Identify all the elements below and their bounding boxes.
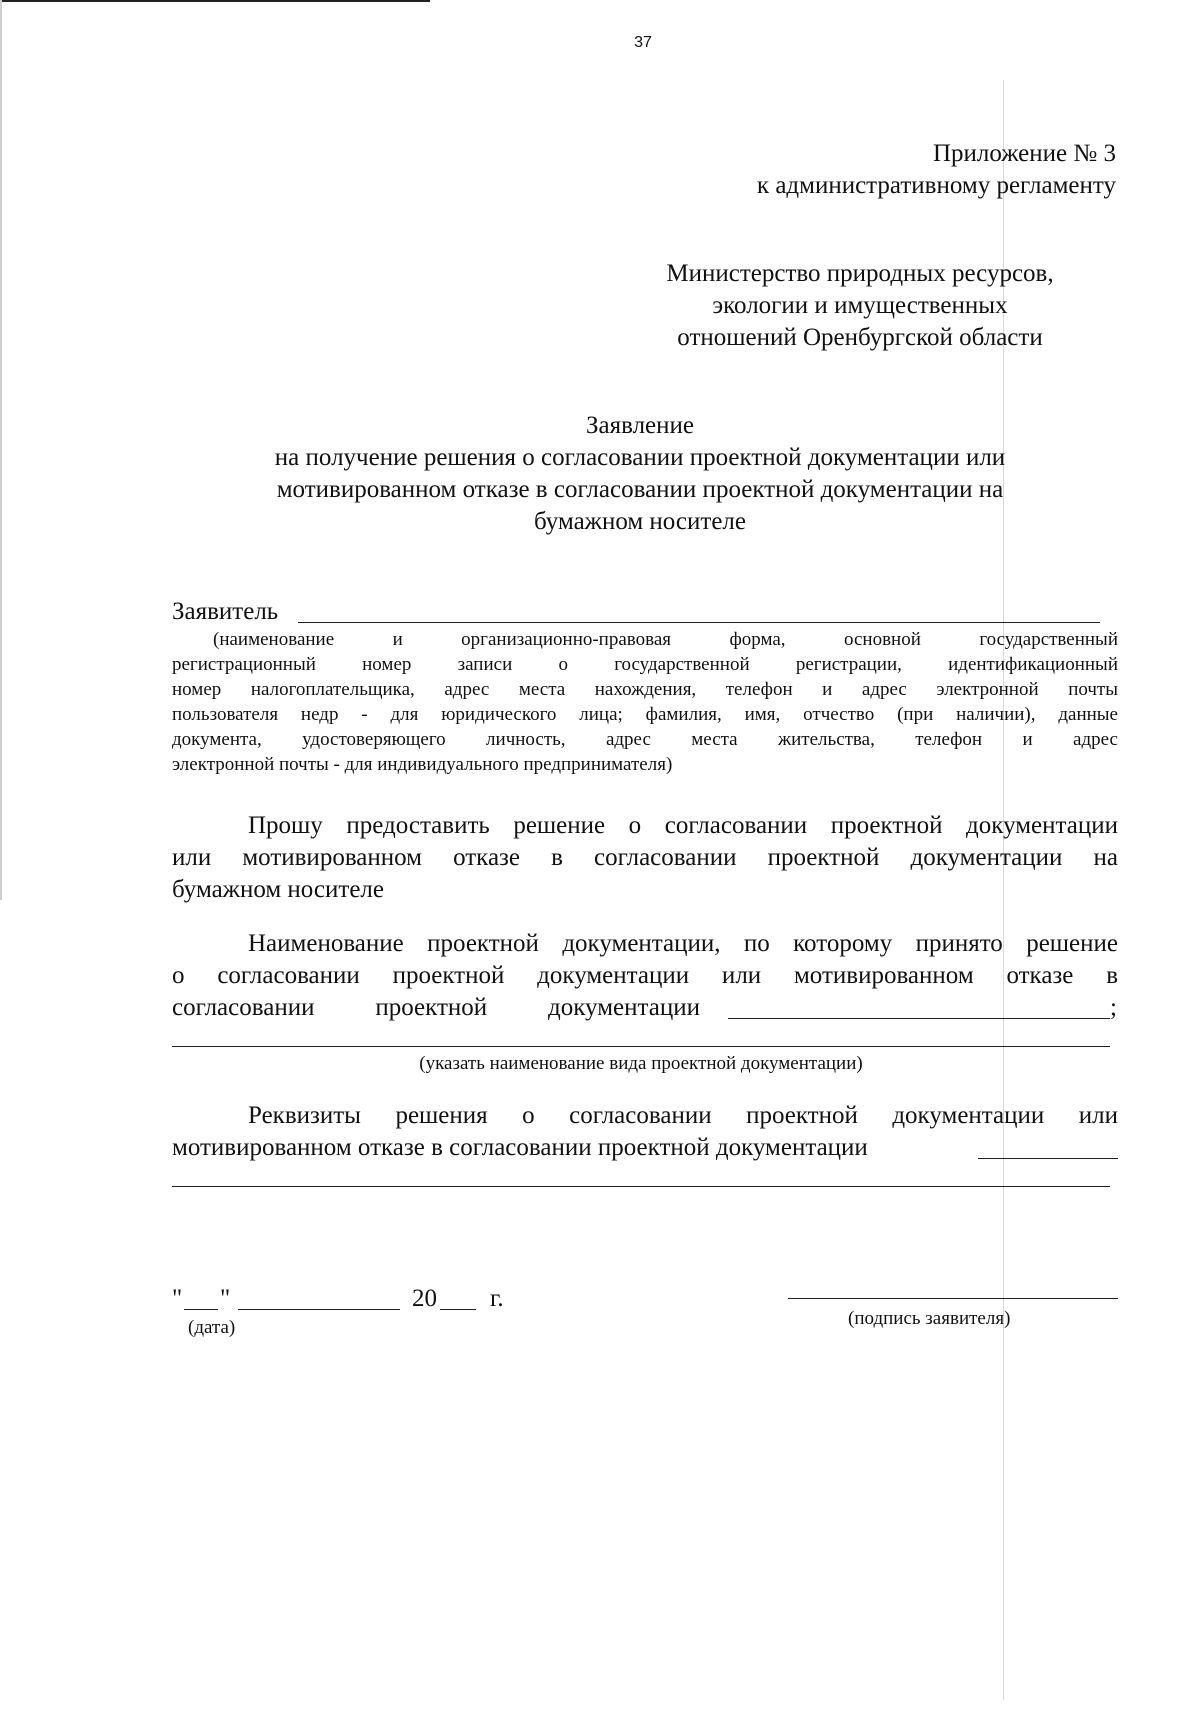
doc-name-semicolon: ; (1110, 994, 1117, 1021)
signature-caption: (подпись заявителя) (848, 1308, 1011, 1329)
document-title: Заявление (585, 412, 695, 439)
requisites-field-line-2[interactable] (172, 1186, 1110, 1187)
ministry-line-2: экологии и имущественных (712, 292, 1008, 319)
doc-name-line-1: Наименование проектной документации, по которому принято решение (248, 930, 1118, 957)
applicant-field-line[interactable] (298, 622, 1100, 623)
date-quote-close: " (220, 1285, 231, 1312)
document-subtitle-line-3: бумажном носителе (534, 508, 746, 535)
doc-name-line-2: о согласовании проектной документации или мотивированном отказе в (172, 962, 1118, 989)
requisites-field-line[interactable] (978, 1158, 1118, 1159)
applicant-hint-line-3: номер налогоплательщика, адрес места нахождения, телефон и адрес электронной почты (172, 679, 1118, 700)
ministry-line-3: отношений Оренбургской области (677, 324, 1043, 351)
requisites-line-2: мотивированном отказе в согласовании проектной документации (172, 1134, 868, 1161)
applicant-hint-line-6: электронной почты - для индивидуального предпринимателя) (172, 754, 673, 775)
requisites-line-1: Реквизиты решения о согласовании проектной документации или (248, 1102, 1118, 1129)
request-line-3: бумажном носителе (172, 876, 384, 903)
date-year-suffix: г. (490, 1285, 504, 1312)
document-subtitle-line-1: на получение решения о согласовании проектной документации или (274, 444, 1006, 471)
scan-artifact-top (0, 0, 430, 2)
page-number: 37 (634, 34, 652, 51)
doc-name-caption: (указать наименование вида проектной документации) (419, 1053, 863, 1074)
date-caption: (дата) (188, 1317, 236, 1338)
request-line-1: Прошу предоставить решение о согласовании проектной документации (248, 812, 1118, 839)
date-quote-open: " (172, 1285, 183, 1312)
date-year-field[interactable] (440, 1309, 476, 1310)
applicant-hint-line-4: пользователя недр - для юридического лица; фамилия, имя, отчество (при наличии), данные (172, 704, 1118, 725)
request-line-2: или мотивированном отказе в согласовании проектной документации на (172, 844, 1118, 871)
scan-artifact-left (0, 0, 2, 900)
date-year-prefix: 20 (412, 1285, 437, 1312)
applicant-label: Заявитель (172, 598, 279, 625)
doc-name-field-line-2[interactable] (172, 1046, 1110, 1047)
ministry-line-1: Министерство природных ресурсов, (666, 260, 1054, 287)
document-subtitle-line-2: мотивированном отказе в согласовании проектной документации на (276, 476, 1004, 503)
signature-field-line[interactable] (788, 1298, 1118, 1299)
doc-name-field-line[interactable] (728, 1018, 1110, 1019)
appendix-number: Приложение № 3 (932, 140, 1116, 167)
applicant-hint-line-1: (наименование и организационно-правовая форма, основной государственный (213, 629, 1118, 650)
date-day-field[interactable] (184, 1309, 218, 1310)
date-month-field[interactable] (238, 1309, 400, 1310)
appendix-reference: к административному регламенту (756, 172, 1116, 199)
doc-name-line-3: согласовании проектной документации (172, 994, 700, 1021)
applicant-hint-line-5: документа, удостоверяющего личность, адрес места жительства, телефон и адрес (172, 729, 1118, 750)
applicant-hint-line-2: регистрационный номер записи о государственной регистрации, идентификационный (172, 654, 1118, 675)
